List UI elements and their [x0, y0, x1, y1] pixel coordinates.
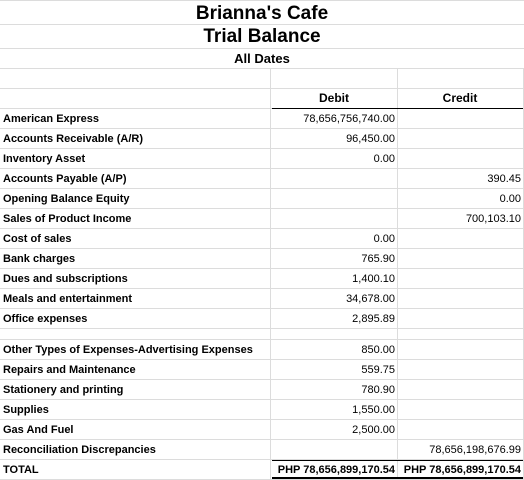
account-label: Stationery and printing — [3, 384, 124, 396]
account-label: Reconciliation Discrepancies — [3, 444, 156, 456]
account-label: Other Types of Expenses-Advertising Expenses — [3, 344, 253, 356]
report-title: Trial Balance — [203, 26, 321, 47]
grid-row-line — [0, 68, 524, 69]
account-label: Accounts Payable (A/P) — [3, 173, 127, 185]
credit-cell[interactable]: 700,103.10 — [465, 213, 521, 225]
credit-cell[interactable] — [399, 380, 521, 400]
debit-cell[interactable]: 780.90 — [361, 384, 395, 396]
credit-cell[interactable] — [399, 249, 521, 269]
debit-cell[interactable] — [272, 189, 395, 209]
credit-cell[interactable] — [399, 289, 521, 309]
debit-cell[interactable]: 2,895.89 — [352, 313, 395, 325]
account-label: Bank charges — [3, 253, 76, 265]
company-name: Brianna's Cafe — [195, 3, 329, 24]
credit-cell[interactable] — [399, 149, 521, 169]
debit-cell[interactable]: 96,450.00 — [346, 133, 395, 145]
debit-column-header[interactable]: Debit — [319, 91, 349, 105]
total-debit[interactable]: PHP 78,656,899,170.54 — [277, 464, 395, 476]
debit-cell[interactable] — [272, 169, 395, 189]
debit-cell[interactable]: 34,678.00 — [346, 293, 395, 305]
debit-cell[interactable]: 0.00 — [373, 233, 395, 245]
debit-cell[interactable]: 1,550.00 — [352, 404, 395, 416]
total-double-rule — [272, 477, 523, 479]
debit-cell[interactable]: 2,500.00 — [352, 424, 395, 436]
debit-cell[interactable]: 1,400.10 — [352, 273, 395, 285]
credit-cell[interactable] — [399, 340, 521, 360]
credit-cell[interactable] — [399, 129, 521, 149]
debit-cell[interactable] — [272, 440, 395, 460]
debit-cell[interactable]: 0.00 — [373, 153, 395, 165]
credit-cell[interactable] — [399, 360, 521, 380]
credit-cell[interactable] — [399, 400, 521, 420]
account-label: Meals and entertainment — [3, 293, 132, 305]
account-label: Opening Balance Equity — [3, 193, 130, 205]
credit-cell[interactable] — [399, 269, 521, 289]
debit-cell[interactable]: 559.75 — [361, 364, 395, 376]
debit-cell[interactable]: 78,656,756,740.00 — [303, 113, 395, 125]
account-label: Inventory Asset — [3, 153, 86, 165]
debit-cell[interactable]: 765.90 — [361, 253, 395, 265]
credit-cell[interactable] — [399, 109, 521, 129]
account-label: Supplies — [3, 404, 49, 416]
account-label: Gas And Fuel — [3, 424, 74, 436]
report-period: All Dates — [234, 51, 290, 66]
account-label: Sales of Product Income — [3, 213, 132, 225]
grid-col-line — [397, 68, 398, 480]
grid-row-line — [0, 0, 524, 1]
account-label: Office expenses — [3, 313, 88, 325]
credit-cell[interactable] — [399, 309, 521, 329]
account-label: Repairs and Maintenance — [3, 364, 136, 376]
credit-cell[interactable]: 78,656,198,676.99 — [429, 444, 521, 456]
credit-cell[interactable] — [399, 420, 521, 440]
account-label: Accounts Receivable (A/R) — [3, 133, 143, 145]
credit-column-header[interactable]: Credit — [442, 91, 478, 105]
credit-cell[interactable]: 0.00 — [499, 193, 521, 205]
credit-cell[interactable]: 390.45 — [487, 173, 521, 185]
credit-cell[interactable] — [399, 229, 521, 249]
account-label: Cost of sales — [3, 233, 72, 245]
debit-cell[interactable]: 850.00 — [361, 344, 395, 356]
account-label: Dues and subscriptions — [3, 273, 128, 285]
account-label: American Express — [3, 113, 99, 125]
total-credit[interactable]: PHP 78,656,899,170.54 — [403, 464, 521, 476]
total-label: TOTAL — [3, 464, 39, 476]
grid-col-line — [270, 68, 271, 480]
debit-cell[interactable] — [272, 209, 395, 229]
